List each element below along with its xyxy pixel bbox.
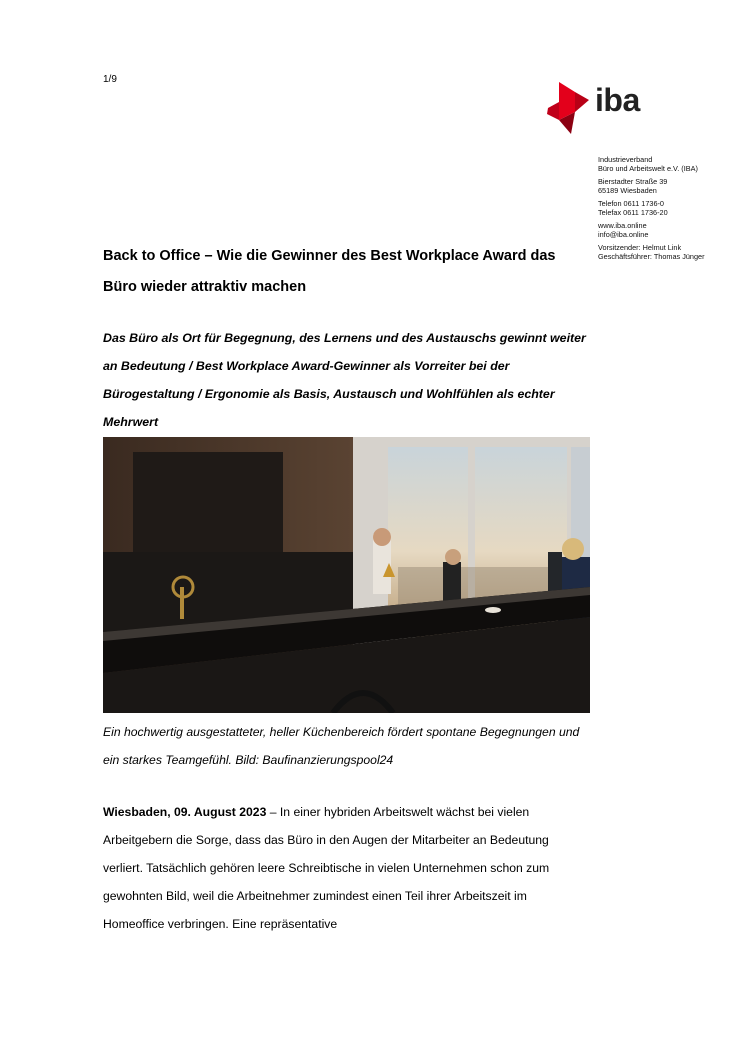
page-number: 1/9 [103,74,117,85]
org-name: Industrieverband [598,155,653,164]
iba-logo-icon [545,80,593,136]
article-subheadline: Das Büro als Ort für Begegnung, des Lernens und des Austauschs gewinnt weiter an Bedeutung / Best Workplace Award-Gewinner als Vorreiter bei der Bürogestaltung / Ergonomie als Basis, Austausch und Wohlfühlen als echter Mehrwert [103,331,586,429]
website: www.iba.online [598,221,647,230]
iba-logo [545,80,655,136]
org-fullname: Büro und Arbeitswelt e.V. (IBA) [598,164,698,173]
photo-caption: Ein hochwertig ausgestatteter, heller Küchenbereich fördert spontane Begegnungen und ein starkes Teamgefühl. Bild: Baufinanzierungspool24 [103,725,580,767]
phone: Telefon 0611 1736-0 [598,199,664,208]
fax: Telefax 0611 1736-20 [598,208,668,217]
body-paragraph: – In einer hybriden Arbeitswelt wächst bei vielen Arbeitgebern die Sorge, dass das Büro in den Augen der Mitarbeiter an Bedeutung verliert. Tatsächlich gehören leere Schreibtische in vielen Unternehmen schon zum gewohnten Bild, weil die Arbeitnehmer zumindest einen Teil ihrer Arbeitszeit im Homeoffice verbringen. Eine repräsentative [103,805,550,931]
address-city: 65189 Wiesbaden [598,186,657,195]
dateline: Wiesbaden, 09. August 2023 [103,805,267,819]
email: info@iba.online [598,230,649,239]
chairman: Vorsitzender: Helmut Link [598,243,682,252]
article-body [103,798,588,938]
contact-sidebar [598,155,738,265]
address-street: Bierstadter Straße 39 [598,177,668,186]
logo-wordmark: iba [595,82,640,118]
article-headline: Back to Office – Wie die Gewinner des Best Workplace Award das Büro wieder attraktiv machen [103,248,556,295]
managing-director: Geschäftsführer: Thomas Jünger [598,252,705,261]
office-kitchen-photo [103,437,590,713]
